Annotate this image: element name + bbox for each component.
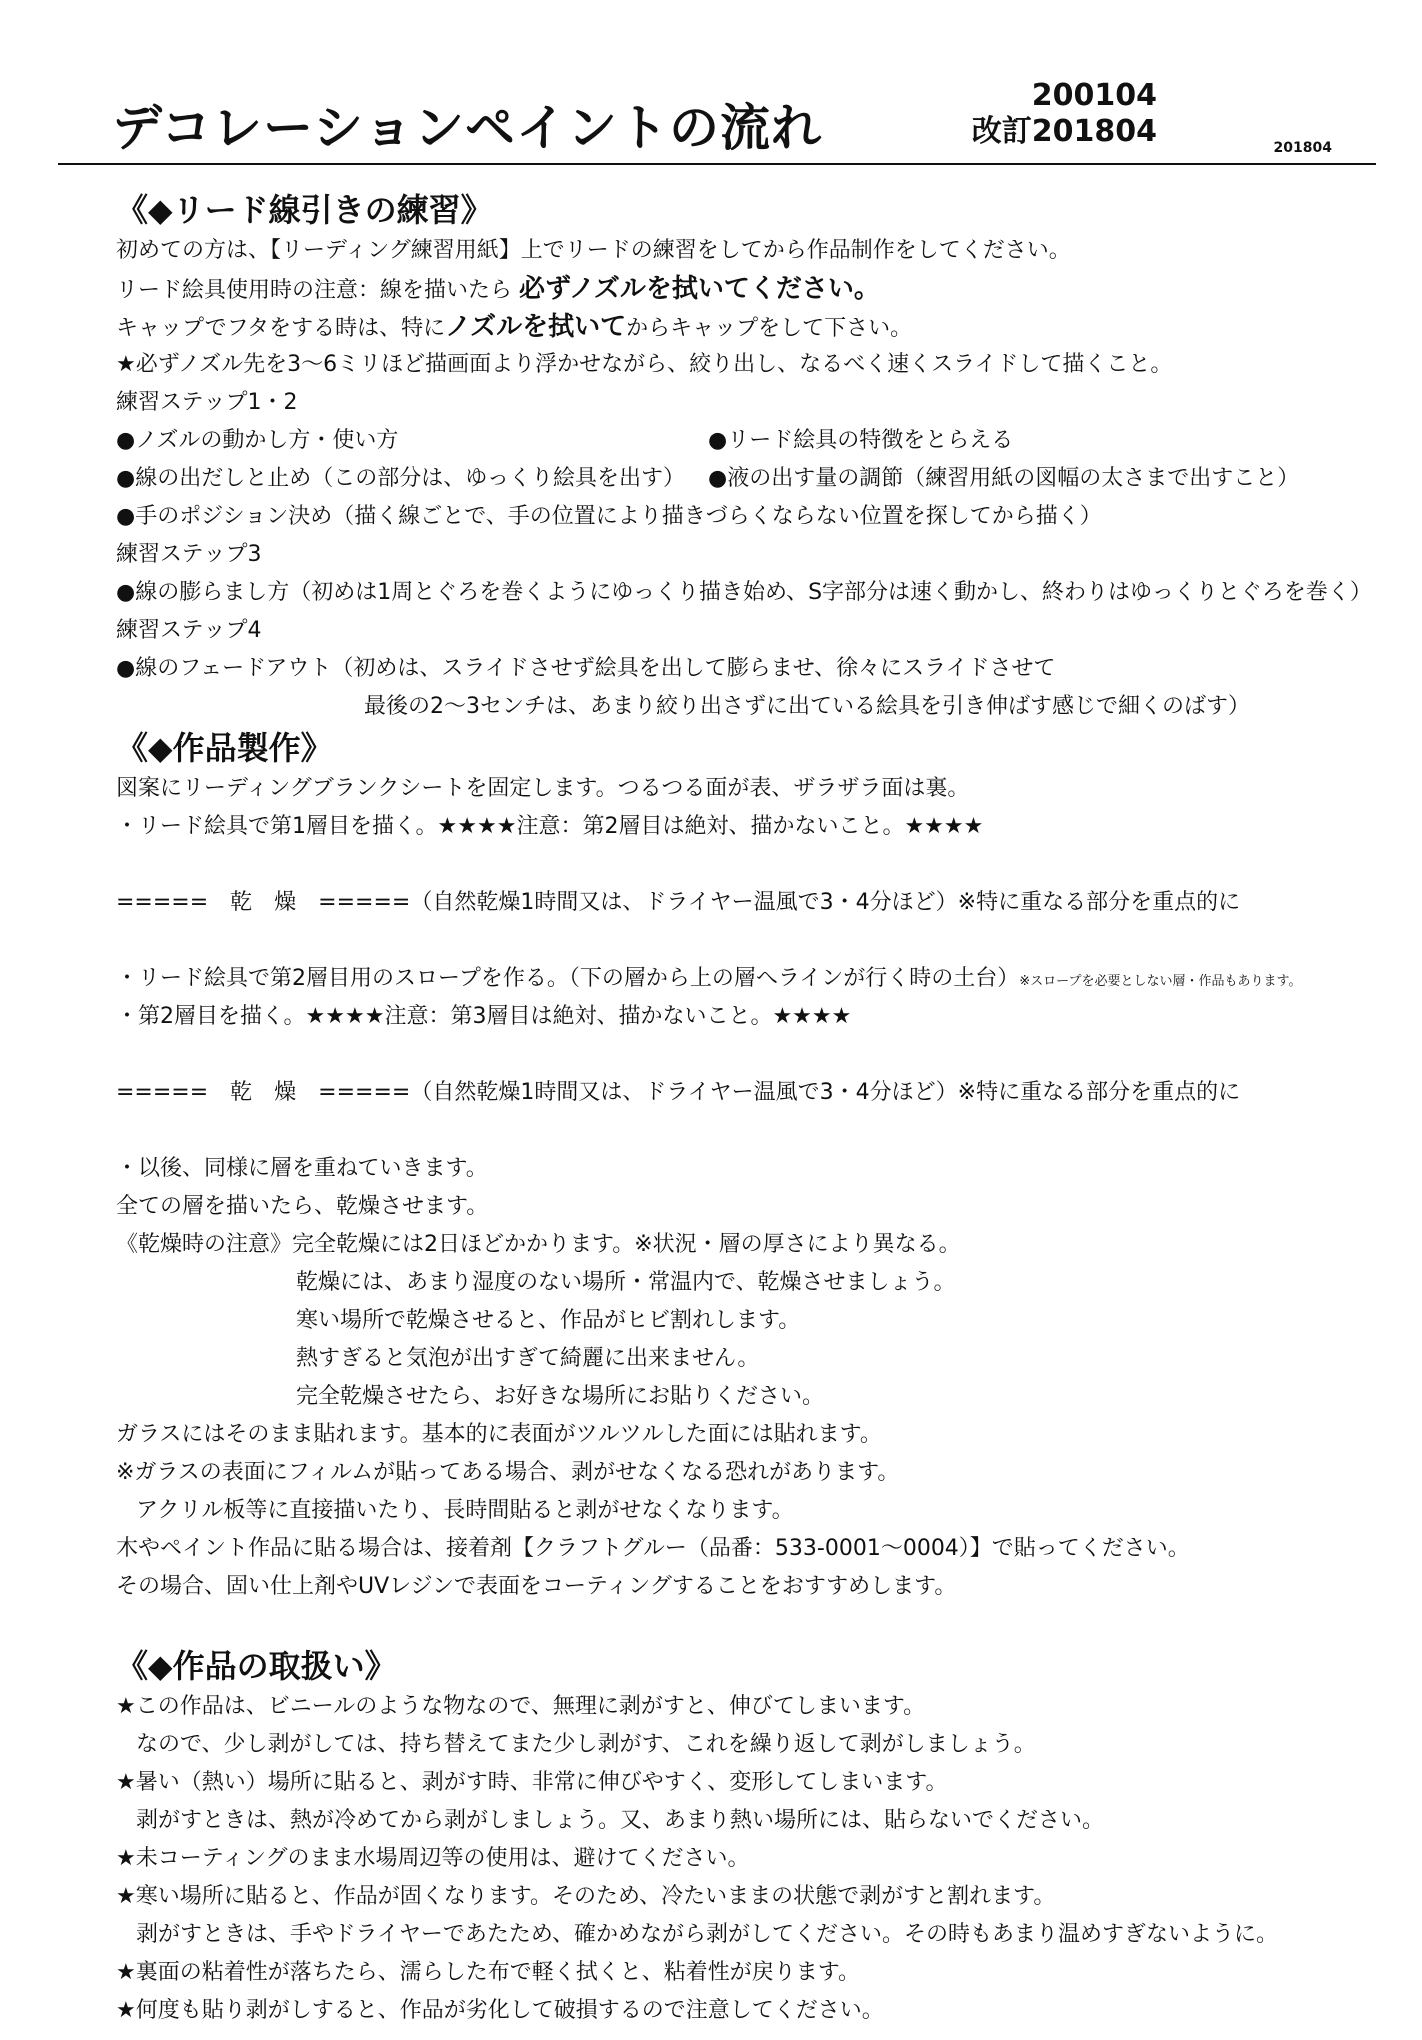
section-heading-handling: 《◆作品の取扱い》 [116, 1647, 397, 1685]
bullet-item: ●線のフェードアウト（初めは、スライドさせず絵具を出して膨らませ、徐々にスライドさせて [116, 656, 1056, 681]
section-heading-lead-practice: 《◆リード線引きの練習》 [116, 191, 493, 229]
paragraph: ガラスにはそのまま貼れます。基本的に表面がツルツルした面には貼れます。 [116, 1422, 882, 1447]
paragraph: リード絵具使用時の注意：線を描いたら 必ずノズルを拭いてください。 [116, 274, 880, 304]
paragraph-indented: なので、少し剥がしては、持ち替えてまた少し剥がす、これを繰り返して剥がしましょう。 [136, 1732, 1036, 1757]
title-rule [58, 163, 1376, 165]
page-title: デコレーションペイントの流れ [112, 99, 822, 157]
bullet-item: ●リード絵具の特徴をとらえる [708, 428, 1014, 453]
paragraph: ★暑い（熱い）場所に貼ると、剥がす時、非常に伸びやすく、変形してしまいます。 [116, 1770, 948, 1795]
bullet-row [116, 422, 1376, 460]
paragraph: ・リード絵具で第1層目を描く。★★★★注意：第2層目は絶対、描かないこと。★★★★ [116, 814, 984, 839]
date-block [972, 78, 1157, 150]
section-heading-production: 《◆作品製作》 [116, 729, 333, 767]
bullet-item: ●線の出だしと止め（この部分は、ゆっくり絵具を出す） [116, 466, 685, 491]
paragraph-indented: 完全乾燥させたら、お好きな場所にお貼りください。 [296, 1384, 825, 1409]
document-body [116, 188, 1376, 2030]
paragraph: ・第2層目を描く。★★★★注意：第3層目は絶対、描かないこと。★★★★ [116, 1004, 852, 1029]
paragraph: ★必ずノズル先を3〜6ミリほど描画面より浮かせながら、絞り出し、なるべく速くスライドして描くこと。 [116, 352, 1173, 377]
paragraph: ・以後、同様に層を重ねていきます。 [116, 1156, 488, 1181]
paragraph: 木やペイント作品に貼る場合は、接着剤【クラフトグルー（品番：533-0001〜0004）】で貼ってください。 [116, 1536, 1190, 1561]
emphasis: ノズルを拭いて [445, 312, 627, 342]
step-label: 練習ステップ3 [116, 542, 262, 567]
paragraph-indented: 乾燥には、あまり湿度のない場所・常温内で、乾燥させましょう。 [296, 1270, 956, 1295]
drying-note: ===== 乾 燥 =====（自然乾燥1時間又は、ドライヤー温風で3・4分ほど）※特に重なる部分を重点的に [116, 1080, 1241, 1105]
drying-note: ===== 乾 燥 =====（自然乾燥1時間又は、ドライヤー温風で3・4分ほど）※特に重なる部分を重点的に [116, 890, 1241, 915]
bullet-continuation: 最後の2〜3センチは、あまり絞り出さずに出ている絵具を引き伸ばす感じで細くのばす） [364, 694, 1250, 719]
bullet-item: ●手のポジション決め（描く線ごとで、手の位置により描きづらくならない位置を探してから描く） [116, 504, 1102, 529]
paragraph-indented: 剥がすときは、手やドライヤーであたため、確かめながら剥がしてください。その時もあまり温めすぎないように。 [136, 1922, 1279, 1947]
paragraph: 《乾燥時の注意》完全乾燥には2日ほどかかります。※状況・層の厚さにより異なる。 [116, 1232, 961, 1257]
paragraph: ・リード絵具で第2層目用のスロープを作る。（下の層から上の層へラインが行く時の土台）※スロープを必要としない層・作品もあります。 [116, 966, 1302, 991]
paragraph-indented: 熱すぎると気泡が出すぎて綺麗に出来ません。 [296, 1346, 760, 1371]
paragraph: ★何度も貼り剥がしすると、作品が劣化して破損するので注意してください。 [116, 1998, 884, 2023]
paragraph-indented: 剥がすときは、熱が冷めてから剥がしましょう。又、あまり熱い場所には、貼らないでください。 [136, 1808, 1105, 1833]
step-label: 練習ステップ4 [116, 618, 262, 643]
emphasis: 必ずノズルを拭いてください。 [519, 274, 880, 304]
paragraph: ★寒い場所に貼ると、作品が固くなります。そのため、冷たいままの状態で剥がすと割れます。 [116, 1884, 1056, 1909]
paragraph: 図案にリーディングブランクシートを固定します。つるつる面が表、ザラザラ面は裏。 [116, 776, 970, 801]
bullet-item: ●液の出す量の調節（練習用紙の図幅の太さまで出すこと） [708, 466, 1300, 491]
paragraph: ★この作品は、ビニールのような物なので、無理に剥がすと、伸びてしまいます。 [116, 1694, 926, 1719]
paragraph-indented: 寒い場所で乾燥させると、作品がヒビ割れします。 [296, 1308, 801, 1333]
paragraph: ※ガラスの表面にフィルムが貼ってある場合、剥がせなくなる恐れがあります。 [116, 1460, 900, 1485]
date-revised: 改訂201804 [971, 114, 1157, 149]
paragraph: 初めての方は、【リーディング練習用紙】上でリードの練習をしてから作品制作をしてください。 [116, 238, 1071, 263]
bullet-item: ●線の膨らまし方（初めは1周とぐろを巻くようにゆっくり描き始め、S字部分は速く動かし、終わりはゆっくりとぐろを巻く） [116, 580, 1372, 605]
paragraph: ★未コーティングのまま水場周辺等の使用は、避けてください。 [116, 1846, 750, 1871]
paragraph: ★裏面の粘着性が落ちたら、濡らした布で軽く拭くと、粘着性が戻ります。 [116, 1960, 860, 1985]
paragraph: キャップでフタをする時は、特にノズルを拭いてからキャップをして下さい。 [116, 312, 913, 342]
bullet-row [116, 460, 1376, 498]
step-label: 練習ステップ1・2 [116, 390, 298, 415]
bullet-item: ●ノズルの動かし方・使い方 [116, 428, 399, 453]
paragraph: 全ての層を描いたら、乾燥させます。 [116, 1194, 489, 1219]
paragraph: その場合、固い仕上剤やUVレジンで表面をコーティングすることをおすすめします。 [116, 1574, 957, 1599]
date-original: 200104 [1031, 78, 1157, 113]
paragraph-indented: アクリル板等に直接描いたり、長時間貼ると剥がせなくなります。 [136, 1498, 794, 1523]
small-note: ※スロープを必要としない層・作品もあります。 [1019, 974, 1302, 989]
date-small: 201804 [1273, 140, 1332, 156]
